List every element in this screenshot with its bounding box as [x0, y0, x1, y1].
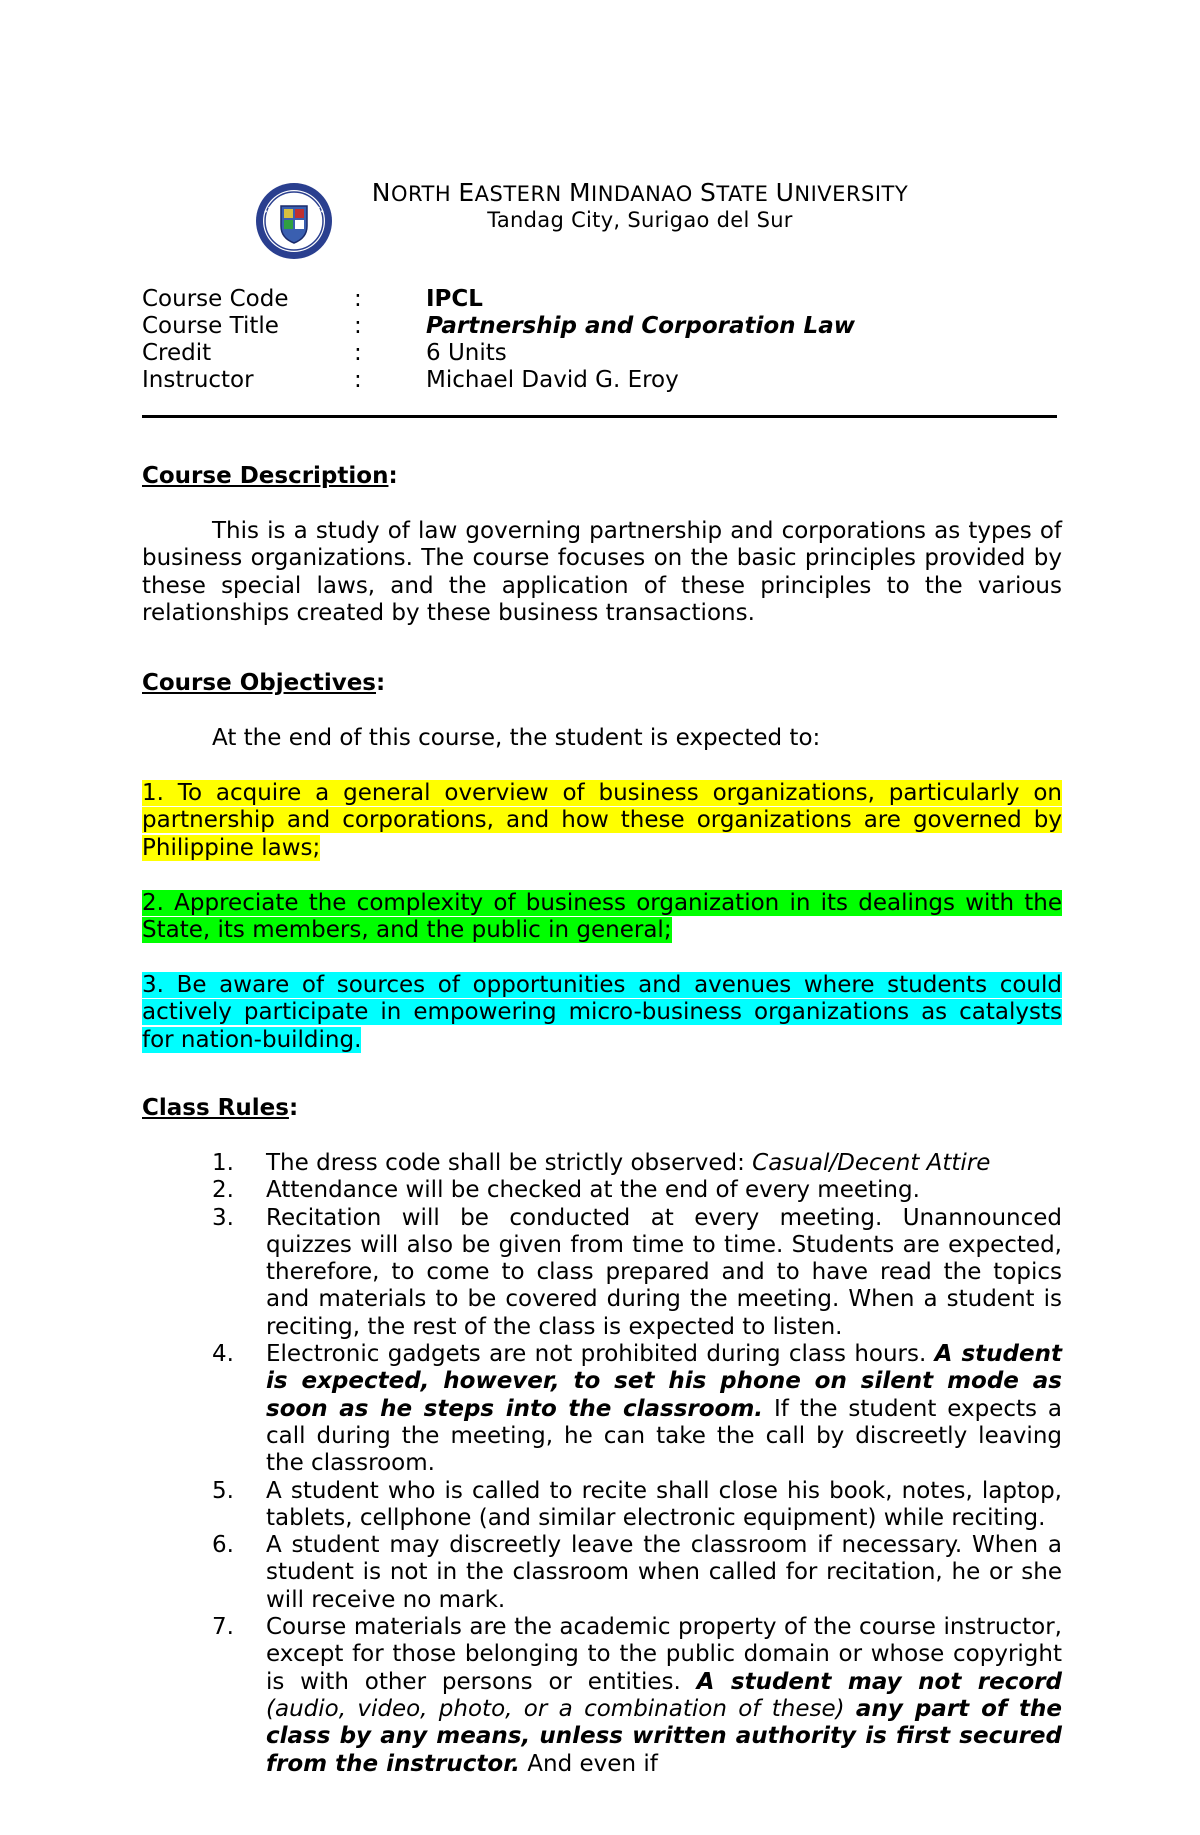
- rule-text: [266, 1177, 1062, 1204]
- rule-item: [212, 1205, 1062, 1341]
- rule-item: [212, 1532, 1062, 1614]
- course-info-label: Credit: [142, 340, 212, 366]
- rule-number: 4.: [212, 1341, 234, 1368]
- rule-text-segment: If the student expects a call during the meeting, he can take the call by discreetly leaving the classroom.: [266, 1395, 1063, 1477]
- university-name-rest: ASTERN: [474, 182, 569, 206]
- university-name-initial: N: [371, 178, 391, 207]
- course-info-row: [142, 340, 855, 367]
- rule-item: [212, 1150, 1062, 1177]
- rule-text: [266, 1341, 1062, 1477]
- rule-text-segment: Attendance will be checked at the end of every meeting.: [266, 1177, 920, 1204]
- university-location: Tandag City, Surigao del Sur: [487, 208, 793, 232]
- rule-number: 2.: [212, 1177, 234, 1204]
- university-name-rest: ORTH: [390, 182, 459, 206]
- university-name-rest: TATE: [716, 182, 776, 206]
- course-objectives-heading: Course Objectives:: [142, 670, 386, 696]
- university-seal-logo: [255, 182, 333, 260]
- course-info-table: [142, 286, 855, 394]
- rule-text-segment: Casual/Decent Attire: [752, 1150, 991, 1176]
- university-name-initial: U: [775, 178, 795, 207]
- rule-text-segment: A student may discreetly leave the classroom if necessary. When a student is not in the classroom when called for recitation, he or she will receive no mark.: [266, 1532, 1062, 1613]
- rule-text-segment: A student may not record: [696, 1668, 1062, 1695]
- course-info-label: Course Code: [142, 286, 289, 312]
- university-name-initial: S: [700, 178, 717, 207]
- rule-text-segment: any part of the class by any means, unless written authority is first secured from the instructor.: [266, 1695, 1062, 1777]
- class-rules-heading: Class Rules:: [142, 1095, 299, 1121]
- university-name-rest: INDANAO: [591, 182, 700, 206]
- rule-text-segment: A student is expected, however, to set his phone on silent mode as soon as he steps into the classroom.: [266, 1341, 1062, 1422]
- rule-text-segment: Course materials are the academic property of the course instructor, except for those belonging to the public domain or whose copyright is with other persons or entities.: [266, 1614, 1062, 1695]
- rule-text-segment: The dress code shall be strictly observed:: [266, 1150, 753, 1176]
- rule-text-segment: Electronic gadgets are not prohibited during class hours.: [266, 1341, 935, 1368]
- rule-text: [266, 1205, 1062, 1341]
- rule-text-segment: Recitation will be conducted at every meeting. Unannounced quizzes will also be given from time to time. Students are expected, therefore, to come to class prepared and to have read the topics and materials to be covered during the meeting. When a student is reciting, the rest of the class is expected to listen.: [266, 1204, 1062, 1340]
- course-info-row: [142, 286, 855, 313]
- credit-value: 6 Units: [426, 340, 507, 366]
- rule-item: [212, 1177, 1062, 1204]
- course-info-colon: :: [354, 286, 362, 312]
- rule-text: [266, 1614, 1062, 1778]
- course-info-row: [142, 367, 855, 394]
- horizontal-divider: [142, 415, 1057, 418]
- rule-text-segment: A student who is called to recite shall close his book, notes, laptop, tablets, cellphone (and similar electronic equipment) while reciting.: [266, 1477, 1062, 1531]
- university-name: [360, 180, 920, 207]
- course-info-colon: :: [354, 313, 362, 339]
- course-info-label: Course Title: [142, 313, 279, 339]
- university-name-initial: E: [458, 178, 475, 207]
- course-objectives-intro: At the end of this course, the student is expected to:: [212, 725, 821, 751]
- rule-text: [266, 1532, 1062, 1614]
- objective-item: 2. Appreciate the complexity of business organization in its dealings with the State, its members, and the public in general;: [142, 890, 1062, 944]
- rule-text-segment: And even if: [520, 1750, 658, 1777]
- course-info-label: Instructor: [142, 367, 254, 393]
- class-rules-list: [212, 1150, 1062, 1778]
- university-name-rest: NIVERSITY: [794, 182, 909, 206]
- objective-item: 3. Be aware of sources of opportunities and avenues where students could actively participate in empowering micro-business organizations as catalysts for nation-building.: [142, 972, 1062, 1053]
- university-name-initial: M: [568, 178, 592, 207]
- rule-item: [212, 1478, 1062, 1533]
- rule-text: [266, 1150, 1062, 1177]
- rule-number: 7.: [212, 1614, 234, 1641]
- course-info-colon: :: [354, 367, 362, 393]
- course-code-value: IPCL: [426, 286, 483, 312]
- rule-number: 1.: [212, 1150, 234, 1176]
- rule-item: [212, 1614, 1062, 1778]
- university-header: [360, 180, 920, 233]
- rule-number: 5.: [212, 1477, 234, 1504]
- rule-item: [212, 1341, 1062, 1477]
- instructor-value: Michael David G. Eroy: [426, 367, 679, 393]
- course-info-row: [142, 313, 855, 340]
- rule-number: 3.: [212, 1204, 234, 1231]
- rule-text: [266, 1478, 1062, 1533]
- objective-item: 1. To acquire a general overview of business organizations, particularly on partnership and corporations, and how these organizations are governed by Philippine laws;: [142, 780, 1062, 861]
- course-title-value: Partnership and Corporation Law: [426, 313, 855, 339]
- rule-text-segment: (audio, video, photo, or a combination of these): [266, 1695, 856, 1722]
- rule-number: 6.: [212, 1532, 234, 1559]
- course-info-colon: :: [354, 340, 362, 366]
- course-description-text: This is a study of law governing partnership and corporations as types of business organizations. The course focuses on the basic principles provided by these special laws, and the application of these principles to the various relationships created by these business transactions.: [142, 518, 1062, 626]
- course-description-heading: Course Description:: [142, 463, 398, 489]
